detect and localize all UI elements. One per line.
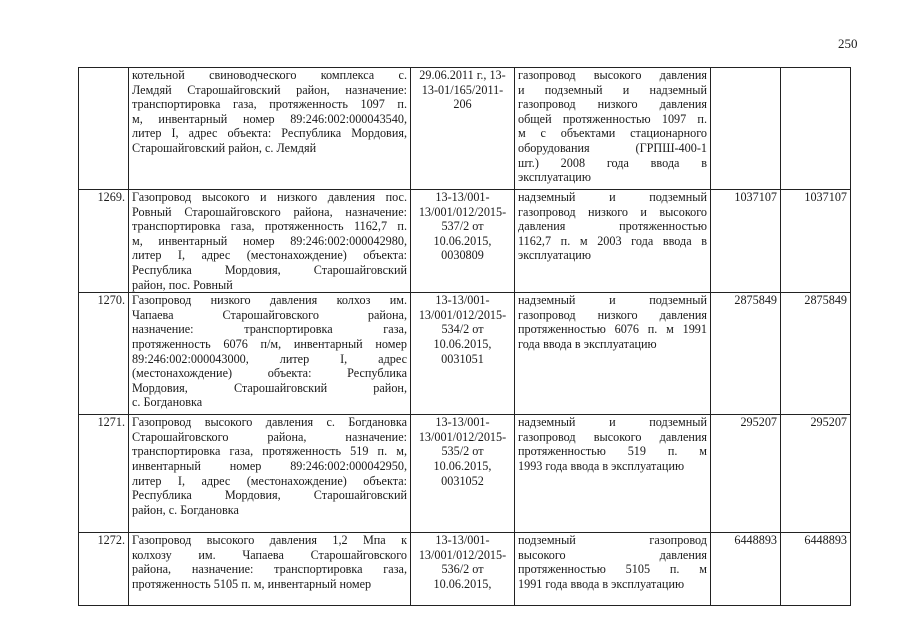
text-line: 206 xyxy=(453,97,472,112)
text-line: 10.06.2015, xyxy=(433,576,492,591)
object-description xyxy=(129,190,411,293)
text-line: давления протяженностью xyxy=(518,219,707,234)
text-line: район, пос. Ровный xyxy=(132,277,233,292)
object-description xyxy=(129,68,411,190)
text-line: 1993 года ввода в эксплуатацию xyxy=(518,458,685,473)
text-line: эксплуатацию xyxy=(518,248,591,263)
text-line: и подземный и надземный xyxy=(518,82,707,97)
book-value xyxy=(711,68,781,190)
text-line: 535/2 от xyxy=(441,444,484,459)
text-line: котельной свиноводческого комплекса с. xyxy=(132,68,407,82)
text-line: 536/2 от xyxy=(441,562,484,577)
book-value: 1037107 xyxy=(711,190,781,293)
row-number: 1270. xyxy=(79,293,129,415)
text-line: 0031052 xyxy=(441,473,484,488)
residual-value: 295207 xyxy=(781,415,851,533)
text-line: 13-01/165/2011- xyxy=(421,82,504,97)
text-line: газопровод низкого давления xyxy=(518,307,707,322)
text-line: инвентарный номер 89:246:002:000042950, xyxy=(132,458,407,473)
object-description xyxy=(129,293,411,415)
residual-value: 1037107 xyxy=(781,190,851,293)
text-line: м, инвентарный номер 89:246:002:000042980, xyxy=(132,233,407,248)
text-line: шт.) 2008 года ввода в xyxy=(518,155,707,170)
text-line: эксплуатацию xyxy=(518,170,591,185)
text-line: высокого давления xyxy=(518,547,707,562)
text-line: надземный и подземный xyxy=(518,415,707,430)
text-line: газопровод высокого давления xyxy=(518,68,707,82)
text-line: надземный и подземный xyxy=(518,293,707,308)
text-line: надземный и подземный xyxy=(518,190,707,204)
text-line: 10.06.2015, xyxy=(433,458,492,473)
text-line: 13/001/012/2015- xyxy=(418,204,507,219)
page-number: 250 xyxy=(838,36,858,51)
text-line: 29.06.2011 г., 13- xyxy=(419,68,506,82)
text-line: Газопровод высокого давления 1,2 Мпа к xyxy=(132,533,407,548)
table-row xyxy=(79,190,851,293)
text-line: м, инвентарный номер 89:246:002:000043540, xyxy=(132,111,407,126)
technical-characteristics xyxy=(515,293,711,415)
text-line: 10.06.2015, xyxy=(433,336,492,351)
text-line: Старошайговского района, назначение: xyxy=(132,429,407,444)
text-line: транспортировка газа, протяженность 519 п. м, xyxy=(132,444,407,459)
table-row xyxy=(79,68,851,190)
text-line: транспортировка газа, протяженность 1097 п. xyxy=(132,97,407,112)
registry-body xyxy=(79,68,851,606)
text-line: 13/001/012/2015- xyxy=(418,307,507,322)
text-line: 13-13/001- xyxy=(435,293,490,308)
text-line: 13-13/001- xyxy=(435,415,490,430)
text-line: Газопровод высокого и низкого давления пос. xyxy=(132,190,407,204)
text-line: Мордовия, Старошайговский район, xyxy=(132,380,407,395)
technical-characteristics xyxy=(515,533,711,606)
text-line: 534/2 от xyxy=(441,322,484,337)
text-line: 0030809 xyxy=(441,248,484,263)
text-line: 13/001/012/2015- xyxy=(418,547,507,562)
table-row xyxy=(79,415,851,533)
text-line: газопровод низкого и высокого xyxy=(518,204,707,219)
text-line: литер I, адрес (местонахождение) объекта: xyxy=(132,473,407,488)
text-line: газопровод высокого давления xyxy=(518,429,707,444)
object-description xyxy=(129,415,411,533)
text-line: 1162,7 п. м 2003 года ввода в xyxy=(518,233,707,248)
text-line: Старошайговский район, с. Лемдяй xyxy=(132,140,317,155)
text-line: общей протяженностью 1097 п. xyxy=(518,111,707,126)
text-line: подземный газопровод xyxy=(518,533,707,548)
text-line: Республика Мордовия, Старошайговский xyxy=(132,488,407,503)
text-line: Газопровод низкого давления колхоз им. xyxy=(132,293,407,308)
technical-characteristics xyxy=(515,190,711,293)
text-line: (местонахождение) объекта: Республика xyxy=(132,366,407,381)
text-line: Ровный Старошайговского района, назначение: xyxy=(132,204,407,219)
registration-record xyxy=(411,190,515,293)
registry-table xyxy=(78,67,851,606)
text-line: 13-13/001- xyxy=(435,533,490,548)
text-line: 0031051 xyxy=(441,351,484,366)
text-line: литер I, адрес объекта: Республика Мордовия, xyxy=(132,126,407,141)
registration-record xyxy=(411,415,515,533)
book-value: 2875849 xyxy=(711,293,781,415)
technical-characteristics xyxy=(515,68,711,190)
text-line: район, с. Богдановка xyxy=(132,502,239,517)
residual-value xyxy=(781,68,851,190)
table-row xyxy=(79,293,851,415)
text-line: Республика Мордовия, Старошайговский xyxy=(132,262,407,277)
text-line: Лемдяй Старошайговский район, назначение: xyxy=(132,82,407,97)
text-line: 10.06.2015, xyxy=(433,233,492,248)
text-line: транспортировка газа, протяженность 1162,7 п. xyxy=(132,219,407,234)
registration-record xyxy=(411,68,515,190)
text-line: протяженностью 6076 п. м 1991 xyxy=(518,322,707,337)
text-line: оборудования (ГРПШ-400-1 xyxy=(518,140,707,155)
book-value: 6448893 xyxy=(711,533,781,606)
row-number: 1272. xyxy=(79,533,129,606)
text-line: литер I, адрес (местонахождение) объекта: xyxy=(132,248,407,263)
text-line: Чапаева Старошайговского района, xyxy=(132,307,407,322)
text-line: 1991 года ввода в эксплуатацию xyxy=(518,576,685,591)
text-line: протяженностью 5105 п. м xyxy=(518,562,707,577)
text-line: 537/2 от xyxy=(441,219,484,234)
text-line: газопровод низкого давления xyxy=(518,97,707,112)
text-line: колхозу им. Чапаева Старошайговского xyxy=(132,547,407,562)
text-line: с. Богдановка xyxy=(132,395,203,410)
text-line: района, назначение: транспортировка газа, xyxy=(132,562,407,577)
text-line: протяженность 5105 п. м, инвентарный номер xyxy=(132,576,372,591)
text-line: Газопровод высокого давления с. Богдановка xyxy=(132,415,407,430)
table-row xyxy=(79,533,851,606)
book-value: 295207 xyxy=(711,415,781,533)
object-description xyxy=(129,533,411,606)
technical-characteristics xyxy=(515,415,711,533)
row-number: 1269. xyxy=(79,190,129,293)
text-line: протяженность 6076 п/м, инвентарный номер xyxy=(132,336,407,351)
text-line: 13/001/012/2015- xyxy=(418,429,507,444)
text-line: 13-13/001- xyxy=(435,190,490,204)
text-line: м с объектами стационарного xyxy=(518,126,707,141)
registration-record xyxy=(411,293,515,415)
text-line: протяженностью 519 п. м xyxy=(518,444,707,459)
registration-record xyxy=(411,533,515,606)
row-number: 1271. xyxy=(79,415,129,533)
text-line: назначение: транспортировка газа, xyxy=(132,322,407,337)
residual-value: 2875849 xyxy=(781,293,851,415)
text-line: 89:246:002:000043000, литер I, адрес xyxy=(132,351,407,366)
row-number xyxy=(79,68,129,190)
text-line: года ввода в эксплуатацию xyxy=(518,336,657,351)
residual-value: 6448893 xyxy=(781,533,851,606)
